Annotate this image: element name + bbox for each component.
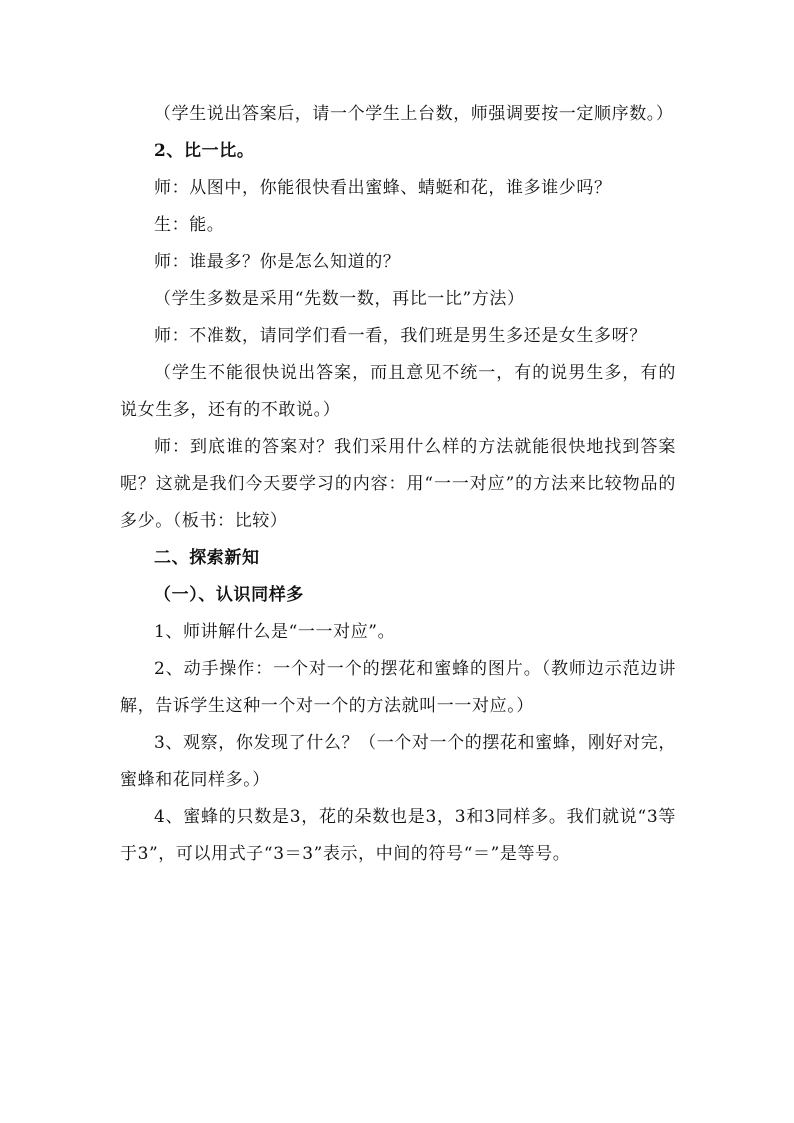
paragraph-teacher-who-most: 师：谁最多？你是怎么知道的？ bbox=[154, 252, 401, 272]
paragraph-student-answer-note: （学生说出答案后，请一个学生上台数，师强调要按一定顺序数。） bbox=[154, 104, 674, 124]
heading-explore-new-knowledge: 二、探索新知 bbox=[154, 548, 260, 568]
paragraph-teacher-question-picture: 师：从图中，你能很快看出蜜蜂、蜻蜓和花，谁多谁少吗？ bbox=[154, 178, 612, 198]
paragraph-student-method-note: （学生多数是采用“先数一数，再比一比”方法） bbox=[154, 289, 525, 309]
list-item-1: 1、师讲解什么是“一一对应”。 bbox=[154, 622, 396, 642]
document-page bbox=[120, 96, 676, 873]
list-item-3: 3、观察，你发现了什么？（一个对一个的摆花和蜜蜂，刚好对完，蜜蜂和花同样多。） bbox=[120, 733, 676, 790]
paragraph-teacher-boys-girls: 师：不准数，请同学们看一看，我们班是男生多还是女生多呀？ bbox=[154, 326, 647, 346]
list-item-2: 2、动手操作：一个对一个的摆花和蜜蜂的图片。（教师边示范边讲解，告诉学生这种一个对一个的方法就叫一一对应。） bbox=[120, 659, 676, 716]
heading-compare: 2、比一比。 bbox=[154, 141, 255, 161]
subheading-same-amount: （一）、认识同样多 bbox=[154, 585, 304, 605]
paragraph-teacher-introduce-topic: 师：到底谁的答案对？我们采用什么样的方法就能很快地找到答案呢？这就是我们今天要学习的内容：用“一一对应”的方法来比较物品的多少。（板书：比较） bbox=[120, 437, 676, 531]
paragraph-student-disagreement-note: （学生不能很快说出答案，而且意见不统一，有的说男生多，有的说女生多，还有的不敢说。） bbox=[120, 363, 676, 420]
list-item-4: 4、蜜蜂的只数是3，花的朵数也是3，3和3同样多。我们就说“3等于3”，可以用式子“3＝3”表示，中间的符号“＝”是等号。 bbox=[120, 807, 676, 864]
paragraph-student-reply: 生：能。 bbox=[154, 215, 225, 235]
